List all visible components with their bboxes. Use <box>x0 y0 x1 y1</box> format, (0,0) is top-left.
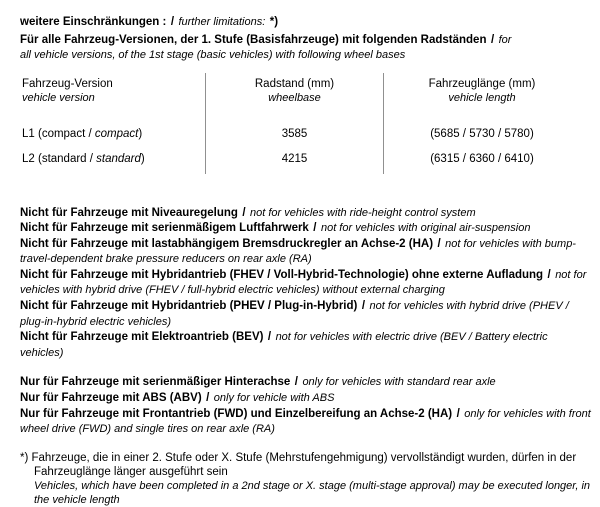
version-l1-italic: compact <box>94 127 139 140</box>
table-column-vehicle-length <box>383 73 580 174</box>
restriction-english: not for vehicles with bump-travel-dependent brake pressure reducers on rear axle (RA) <box>20 237 576 266</box>
table-cell-version-l1 <box>22 127 205 141</box>
subheading-separator: / <box>490 33 495 46</box>
restriction-separator: / <box>242 206 246 219</box>
column-header-german: Fahrzeuglänge (mm) <box>428 77 536 90</box>
table-cell-length-l1: (5685 / 5730 / 5780) <box>430 127 534 140</box>
column-header-german: Radstand (mm) <box>254 77 335 90</box>
subheading-wheelbase <box>20 31 592 49</box>
footnote-marker: *) <box>20 451 29 464</box>
restriction-separator: / <box>547 268 551 281</box>
restriction-english: not for vehicles with original air-suspension <box>320 222 531 235</box>
heading-further-limitations <box>20 13 592 31</box>
restriction-niveauregelung <box>20 205 592 221</box>
restriction-abs <box>20 390 592 406</box>
column-header-english: vehicle version <box>22 91 95 104</box>
restriction-bev <box>20 329 592 360</box>
footnote-section <box>20 451 592 507</box>
version-l2-italic: standard <box>96 152 141 165</box>
heading-footnote-marker: *) <box>269 16 279 28</box>
footnote-german-text: Fahrzeuge, die in einer 2. Stufe oder X. Stufe (Mehrstufengehmigung) vervollständigt wurden, dürfen in der Fahrzeuglänge länger ausgeführt sein <box>31 451 577 478</box>
subheading-english-rest: all vehicle versions, of the 1st stage (basic vehicles) with following wheel bases <box>20 49 406 61</box>
heading-english: further limitations: <box>178 16 266 28</box>
restriction-english: only for vehicles with front wheel drive (FWD) and single tires on rear axle (RA) <box>20 407 591 436</box>
restriction-german: Nur für Fahrzeuge mit Frontantrieb (FWD) und Einzelbereifung an Achse-2 (HA) <box>20 407 453 420</box>
restriction-separator: / <box>294 376 298 389</box>
column-header-english: vehicle length <box>448 91 516 104</box>
restriction-separator: / <box>456 407 460 420</box>
version-l1-text: L1 (compact / <box>22 127 95 140</box>
footnote-german <box>20 451 592 479</box>
restrictions-nur-section <box>20 374 592 436</box>
table-column-wheelbase <box>205 73 383 174</box>
restriction-german: Nicht für Fahrzeuge mit Niveauregelung <box>20 206 238 219</box>
table-cell-wheelbase-l1: 3585 <box>281 127 308 140</box>
footnote-english: Vehicles, which have been completed in a 2nd stage or X. stage (multi-stage approval) may be executed longer, in the vehicle length <box>34 479 591 506</box>
restriction-english: not for vehicles with electric drive (BEV / Battery electric vehicles) <box>20 331 548 359</box>
restriction-german: Nur für Fahrzeuge mit ABS (ABV) <box>20 392 202 405</box>
restriction-luftfahrwerk <box>20 220 592 236</box>
restriction-german: Nicht für Fahrzeuge mit Hybridantrieb (FHEV / Voll-Hybrid-Technologie) ohne externe Aufladung <box>20 268 544 281</box>
restriction-separator: / <box>313 222 317 235</box>
restriction-separator: / <box>361 300 366 313</box>
restriction-fhev <box>20 267 592 298</box>
table-column-vehicle-version <box>20 73 205 174</box>
restriction-english: not for vehicles with ride-height control system <box>250 206 476 219</box>
restriction-german: Nur für Fahrzeuge mit serienmäßiger Hinterachse <box>20 376 291 389</box>
restriction-separator: / <box>437 237 441 250</box>
heading-german: weitere Einschränkungen : <box>20 16 167 28</box>
restriction-german: Nicht für Fahrzeuge mit Hybridantrieb (PHEV / Plug-in-Hybrid) <box>20 300 358 313</box>
table-cell-wheelbase-l2: 4215 <box>281 152 308 165</box>
restriction-english: only for vehicle with ABS <box>213 392 335 405</box>
column-header-english: wheelbase <box>268 91 321 104</box>
wheelbase-table <box>20 73 580 174</box>
restriction-separator: / <box>206 392 210 405</box>
version-l1-close: ) <box>138 127 143 140</box>
restriction-hinterachse <box>20 374 592 390</box>
restriction-bremsdruckregler <box>20 236 592 267</box>
version-l2-text: L2 (standard / <box>22 152 97 165</box>
version-l2-close: ) <box>140 152 145 165</box>
column-header-german: Fahrzeug-Version <box>22 77 113 90</box>
table-cell-length-l2: (6315 / 6360 / 6410) <box>430 152 534 165</box>
restriction-english: not for vehicles with hybrid drive (PHEV / plug-in-hybrid electric vehicles) <box>20 300 569 328</box>
restriction-english: not for vehicles with hybrid drive (FHEV / full-hybrid electric vehicles) without external charging <box>20 268 587 297</box>
restriction-german: Nicht für Fahrzeuge mit Elektroantrieb (BEV) <box>20 331 264 344</box>
subheading-english-start: for <box>498 33 512 46</box>
subheading-german: Für alle Fahrzeug-Versionen, der 1. Stufe (Basisfahrzeuge) mit folgenden Radständen <box>20 33 487 46</box>
restriction-frontantrieb <box>20 406 592 437</box>
heading-separator: / <box>170 16 175 28</box>
restriction-english: only for vehicles with standard rear axle <box>302 376 496 389</box>
restriction-separator: / <box>267 331 272 344</box>
table-cell-version-l2 <box>22 152 205 166</box>
restriction-german: Nicht für Fahrzeuge mit lastabhängigem Bremsdruckregler an Achse-2 (HA) <box>20 237 434 250</box>
intro-section <box>20 13 592 64</box>
restriction-german: Nicht für Fahrzeuge mit serienmäßigem Luftfahrwerk <box>20 222 309 235</box>
restrictions-nicht-section <box>20 205 592 361</box>
restriction-phev <box>20 298 592 329</box>
